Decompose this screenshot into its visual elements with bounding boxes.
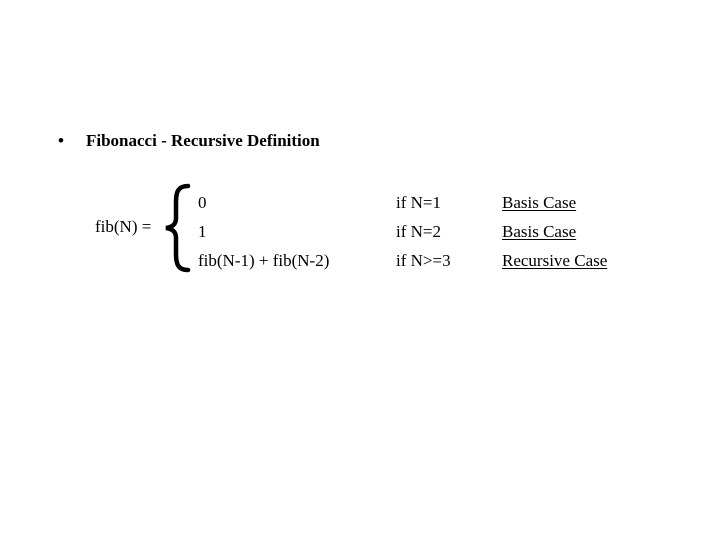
case-labels (502, 188, 607, 275)
case-expression: fib(N-1) + fib(N-2) (198, 251, 330, 270)
left-brace-icon (158, 182, 198, 274)
case-label: Recursive Case (502, 251, 608, 270)
bullet-heading (58, 131, 320, 151)
bullet-glyph: • (58, 131, 64, 150)
case-condition: if N=1 (396, 193, 441, 212)
function-lhs: fib(N) = (95, 217, 152, 236)
case-expression: 1 (198, 222, 207, 241)
case-condition: if N=2 (396, 222, 441, 241)
case-label: Basis Case (502, 193, 577, 212)
case-expression: 0 (198, 193, 207, 212)
case-condition: if N>=3 (396, 251, 451, 270)
case-conditions (396, 188, 451, 275)
case-expressions (198, 188, 329, 275)
heading-text: Fibonacci - Recursive Definition (86, 131, 320, 150)
case-label: Basis Case (502, 222, 577, 241)
